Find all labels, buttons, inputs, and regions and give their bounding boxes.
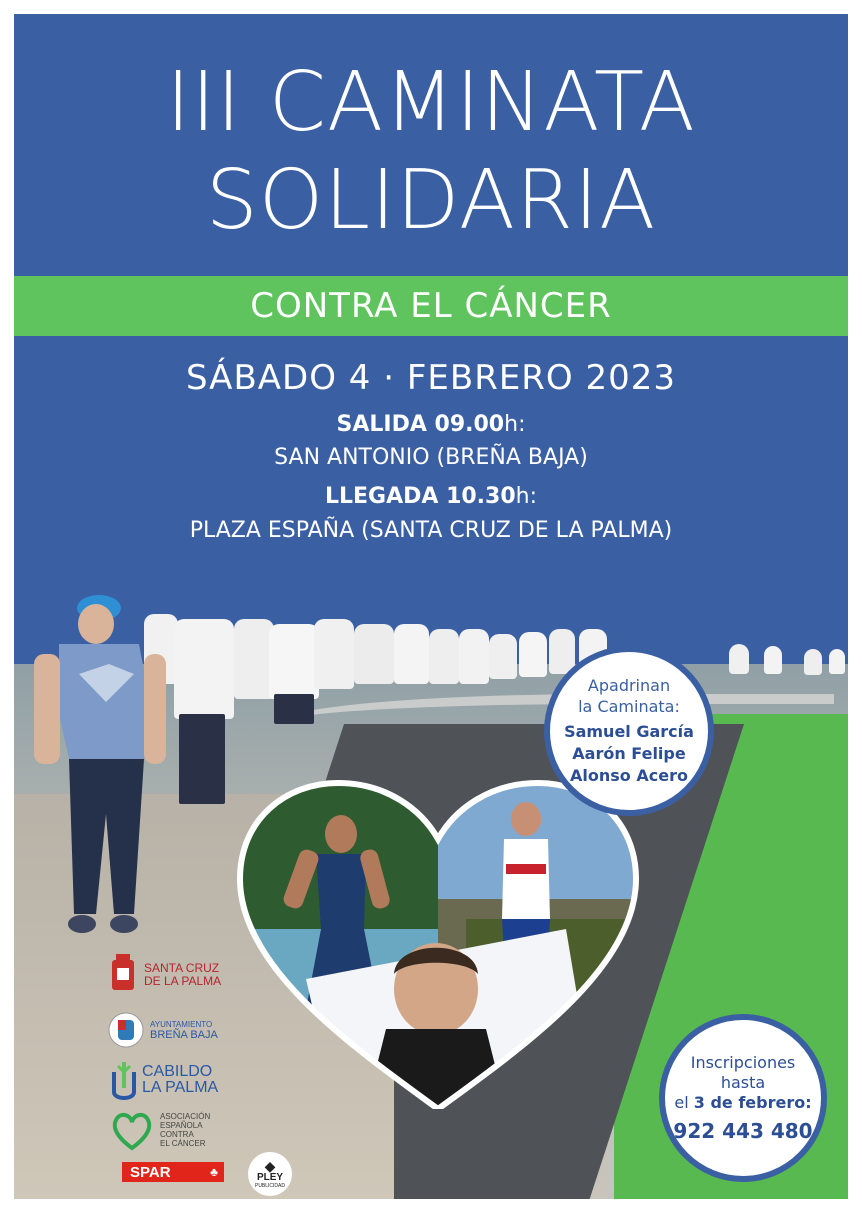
poster-title [14,54,848,250]
aecc-line-4: EL CÁNCER [160,1139,206,1148]
registration-prefix: el [674,1093,689,1112]
aecc-logo [110,1108,210,1152]
subtitle-band [14,276,848,336]
start-heading [14,412,848,437]
spar-tree-icon: ♣ [210,1165,218,1179]
registration-line-2: hasta [720,1073,766,1092]
cabildo-line-1: CABILDO [142,1063,213,1080]
finish-place: PLAZA ESPAÑA (SANTA CRUZ DE LA PALMA) [189,518,673,543]
registration-line-1: Inscripciones [690,1053,796,1072]
athletes-heart-collage [236,779,640,1109]
title-line-2: SOLIDARIA [205,153,657,248]
cabildo-logo [110,1058,218,1102]
registration-phone: 922 443 480 [673,1119,813,1143]
spar-text: SPAR [130,1163,171,1181]
registration-badge [659,1014,827,1182]
brena-baja-line-2: BREÑA BAJA [150,1028,218,1041]
registration-line-3 [674,1093,811,1113]
santa-cruz-line-2: DE LA PALMA [144,974,222,988]
registration-deadline: 3 de febrero: [693,1093,812,1112]
pley-text: PLEY [256,1172,284,1183]
finish-label: LLEGADA 10.30 [324,484,516,509]
pley-logo [248,1152,292,1196]
start-suffix: h: [504,412,526,437]
pley-subtext: PUBLICIDAD [254,1183,285,1189]
cabildo-emblem-icon [110,1058,138,1102]
finish-suffix: h: [515,484,538,509]
start-place: SAN ANTONIO (BREÑA BAJA) [274,445,588,470]
subtitle: CONTRA EL CÁNCER [250,286,612,326]
aecc-line-3: CONTRA [160,1130,194,1139]
pley-bird-icon: ◆ [264,1158,276,1174]
sponsors-line-2: la Caminata: [578,697,680,716]
aecc-heart-icon [110,1108,154,1152]
coat-of-arms-icon [108,952,138,998]
santa-cruz-line-1: SANTA CRUZ [144,961,220,975]
spar-logo [122,1162,224,1182]
brena-baja-line-1: AYUNTAMIENTO [150,1019,213,1029]
aecc-line-2: ESPAÑOLA [160,1121,203,1130]
aecc-line-1: ASOCIACIÓN [160,1112,211,1121]
title-line-1: III CAMINATA [166,55,696,150]
sponsors-line-1: Apadrinan [587,676,671,695]
start-label: SALIDA 09.00 [336,412,505,437]
finish-heading [14,484,848,509]
municipal-shield-icon [108,1012,144,1048]
poster [14,14,848,1199]
front-walker [34,584,184,944]
sponsors-badge [544,646,714,816]
event-date: SÁBADO 4 · FEBRERO 2023 [185,358,677,398]
brena-baja-logo [108,1012,218,1048]
sponsor-name-2: Aarón Felipe [572,744,686,763]
sponsor-name-3: Alonso Acero [570,766,688,785]
santa-cruz-logo [108,952,221,998]
cabildo-line-2: LA PALMA [142,1079,219,1096]
sponsor-name-1: Samuel García [564,722,694,741]
